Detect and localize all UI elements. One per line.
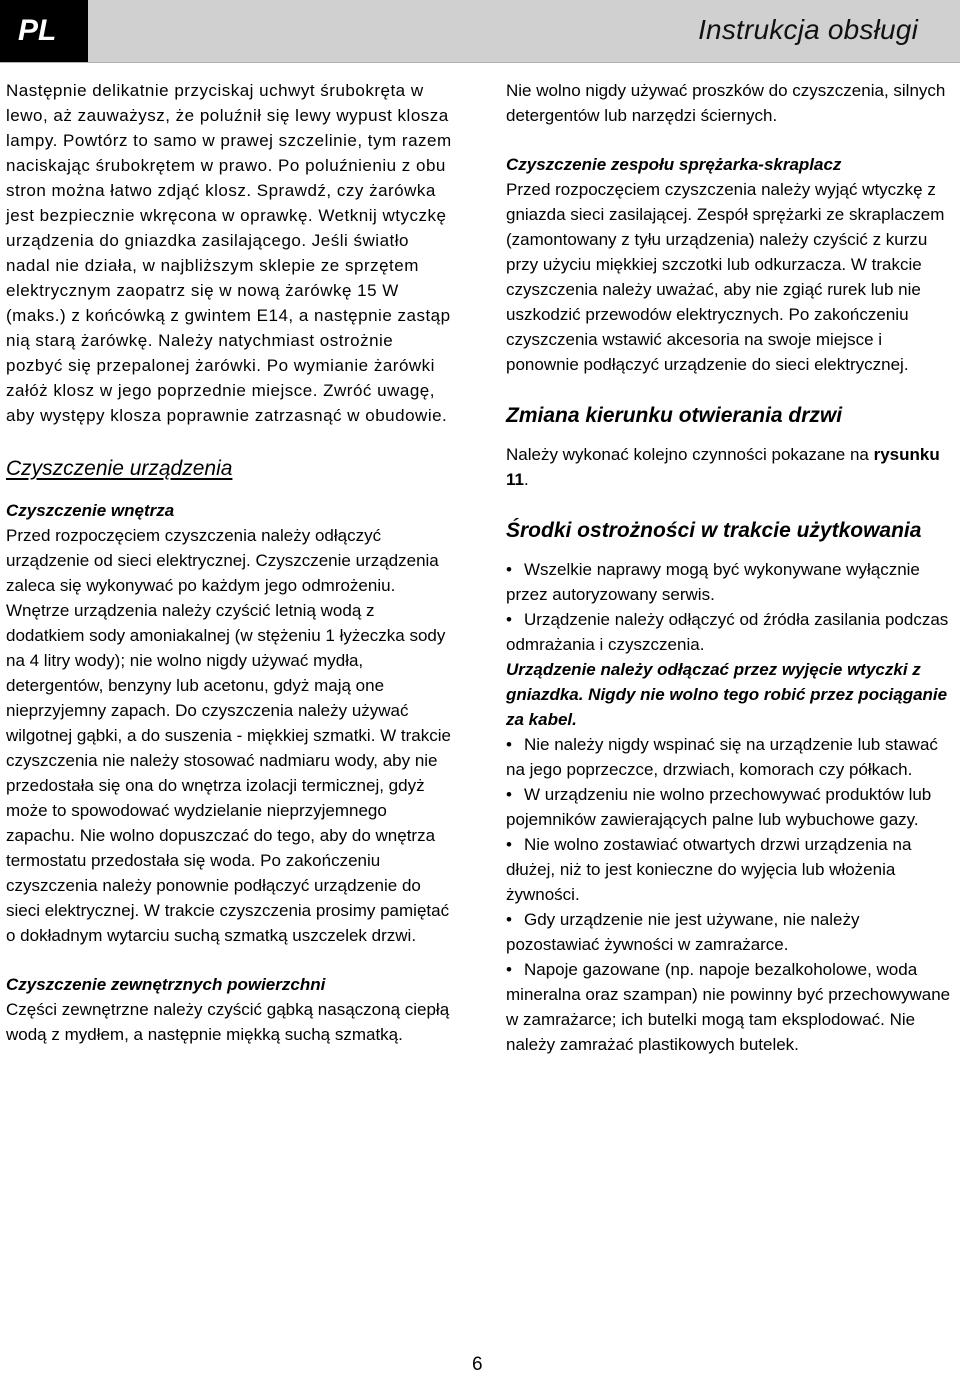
list-item-text: Napoje gazowane (np. napoje bezalkoholowe, woda mineralna oraz szampan) nie powinny być przechowywane w zamrażarce; ich butelki mogą tam eksplodować. Nie należy zamrażać plastikowych butelek. [506, 960, 951, 1054]
bullet-icon: • [506, 910, 512, 929]
compressor-cleaning-text: Przed rozpoczęciem czyszczenia należy wyjąć wtyczkę z gniazda sieci zasilającej. Zespół sprężarki ze skraplaczem (zamontowany z tyłu urządzenia) należy czyścić z kurzu przy użyciu miękkiej szczotki lub odkurzacza. W trakcie czyszczenia należy uważać, aby nie zgiąć rurek lub nie uszkodzić przewodów elektrycznych. Po zakończeniu czyszczenia wstawić akcesoria na swoje miejsce i ponownie podłączyć urządzenie do sieci elektrycznej. [506, 180, 945, 374]
interior-cleaning-heading: Czyszczenie wnętrza [6, 501, 175, 520]
compressor-cleaning-heading: Czyszczenie zespołu sprężarka-skraplacz [506, 155, 842, 174]
list-item [506, 832, 956, 907]
list-item [506, 607, 956, 657]
page-header [0, 0, 960, 63]
door-text-lead: Należy wykonać kolejno czynności pokazane na [506, 445, 874, 464]
page-number: 6 [472, 1354, 483, 1375]
figure-reference: rysunku 11 [506, 445, 940, 489]
unplug-warning: Urządzenie należy odłączać przez wyjęcie wtyczki z gniazdka. Nigdy nie wolno tego robić przez pociąganie za kabel. [506, 660, 948, 729]
exterior-cleaning-text: Części zewnętrzne należy czyścić gąbką nasączoną ciepłą wodą z mydłem, a następnie miękką suchą szmatką. [6, 1000, 450, 1044]
safety-list-a [506, 557, 956, 657]
list-item-text: W urządzeniu nie wolno przechowywać produktów lub pojemników zawierających palne lub wybuchowe gazy. [506, 785, 932, 829]
exterior-cleaning-heading: Czyszczenie zewnętrznych powierzchni [6, 975, 326, 994]
safety-list-b [506, 732, 956, 1057]
list-item [506, 907, 956, 957]
left-column [6, 78, 452, 1047]
bullet-icon: • [506, 835, 512, 854]
abrasives-warning-text: Nie wolno nigdy używać proszków do czyszczenia, silnych detergentów lub narzędzi ściernych. [506, 81, 946, 125]
bullet-icon: • [506, 610, 512, 629]
bullet-icon: • [506, 735, 512, 754]
right-column [506, 78, 956, 1057]
list-item [506, 732, 956, 782]
spacer [506, 128, 956, 152]
section-heading-cleaning: Czyszczenie urządzenia [6, 457, 233, 480]
list-item-text: Gdy urządzenie nie jest używane, nie należy pozostawiać żywności w zamrażarce. [506, 910, 860, 954]
list-item [506, 957, 956, 1057]
lamp-replacement-text: Następnie delikatnie przyciskaj uchwyt śrubokręta w lewo, aż zauważysz, że poluźnił się lewy wypust klosza lampy. Powtórz to samo w prawej szczelinie, tym razem naciskając śrubokrętem w prawo. Po poluźnieniu z obu stron można łatwo zdjąć klosz. Sprawdź, czy żarówka jest bezpiecznie wkręcona w oprawkę. Wetknij wtyczkę urządzenia do gniazdka zasilającego. Jeśli światło nadal nie działa, w najbliższym sklepie ze sprzętem elektrycznym zaopatrz się w nową żarówkę 15 W (maks.) z końcówką z gwintem E14, a następnie zastąp nią starą żarówkę. Należy natychmiast ostrożnie pozbyć się przepalonej żarówki. Po wymianie żarówki załóż klosz w jego poprzednie miejsce. Zwróć uwagę, aby występy klosza poprawnie zatrzasnąć w obudowie. [6, 81, 452, 425]
door-reversal-heading: Zmiana kierunku otwierania drzwi [506, 404, 843, 427]
list-item-text: Urządzenie należy odłączyć od źródła zasilania podczas odmrażania i czyszczenia. [506, 610, 949, 654]
list-item-text: Wszelkie naprawy mogą być wykonywane wyłącznie przez autoryzowany serwis. [506, 560, 920, 604]
list-item-text: Nie wolno zostawiać otwartych drzwi urządzenia na dłużej, niż to jest konieczne do wyjęcia lub włożenia żywności. [506, 835, 912, 904]
interior-cleaning-text: Przed rozpoczęciem czyszczenia należy odłączyć urządzenie od sieci elektrycznej. Czyszczenie urządzenia zaleca się wykonywać po każdym jego odmrożeniu. Wnętrze urządzenia należy czyścić letnią wodą z dodatkiem sody amoniakalnej (w stężeniu 1 łyżeczka sody na 4 litry wody); nie wolno nigdy używać mydła, detergentów, benzyny lub acetonu, gdyż mają one nieprzyjemny zapach. Do czyszczenia należy używać wilgotnej gąbki, a do suszenia - miękkiej szmatki. W trakcie czyszczenia nie należy stosować nadmiaru wody, aby nie przedostała się ona do wnętrza izolacji termicznej, gdyż może to spowodować wydzielanie nieprzyjemnego zapachu. Nie wolno dopuszczać do tego, aby do wnętrza termostatu przedostała się woda. Po zakończeniu czyszczenia należy ponownie podłączyć urządzenie do sieci elektrycznej. W trakcie czyszczenia prosimy pamiętać o dokładnym wytarciu suchą szmatką uszczelek drzwi. [6, 526, 451, 945]
language-badge: PL [0, 0, 88, 62]
bullet-icon: • [506, 960, 512, 979]
list-item-text: Nie należy nigdy wspinać się na urządzenie lub stawać na jego poprzeczce, drzwiach, komorach czy półkach. [506, 735, 938, 779]
list-item [506, 782, 956, 832]
document-title: Instrukcja obsługi [698, 14, 918, 45]
door-reversal-text [506, 442, 956, 492]
spacer [6, 948, 452, 972]
list-item [506, 557, 956, 607]
safety-precautions-heading: Środki ostrożności w trakcie użytkowania [506, 519, 922, 542]
bullet-icon: • [506, 785, 512, 804]
bullet-icon: • [506, 560, 512, 579]
door-text-end: . [523, 470, 529, 489]
